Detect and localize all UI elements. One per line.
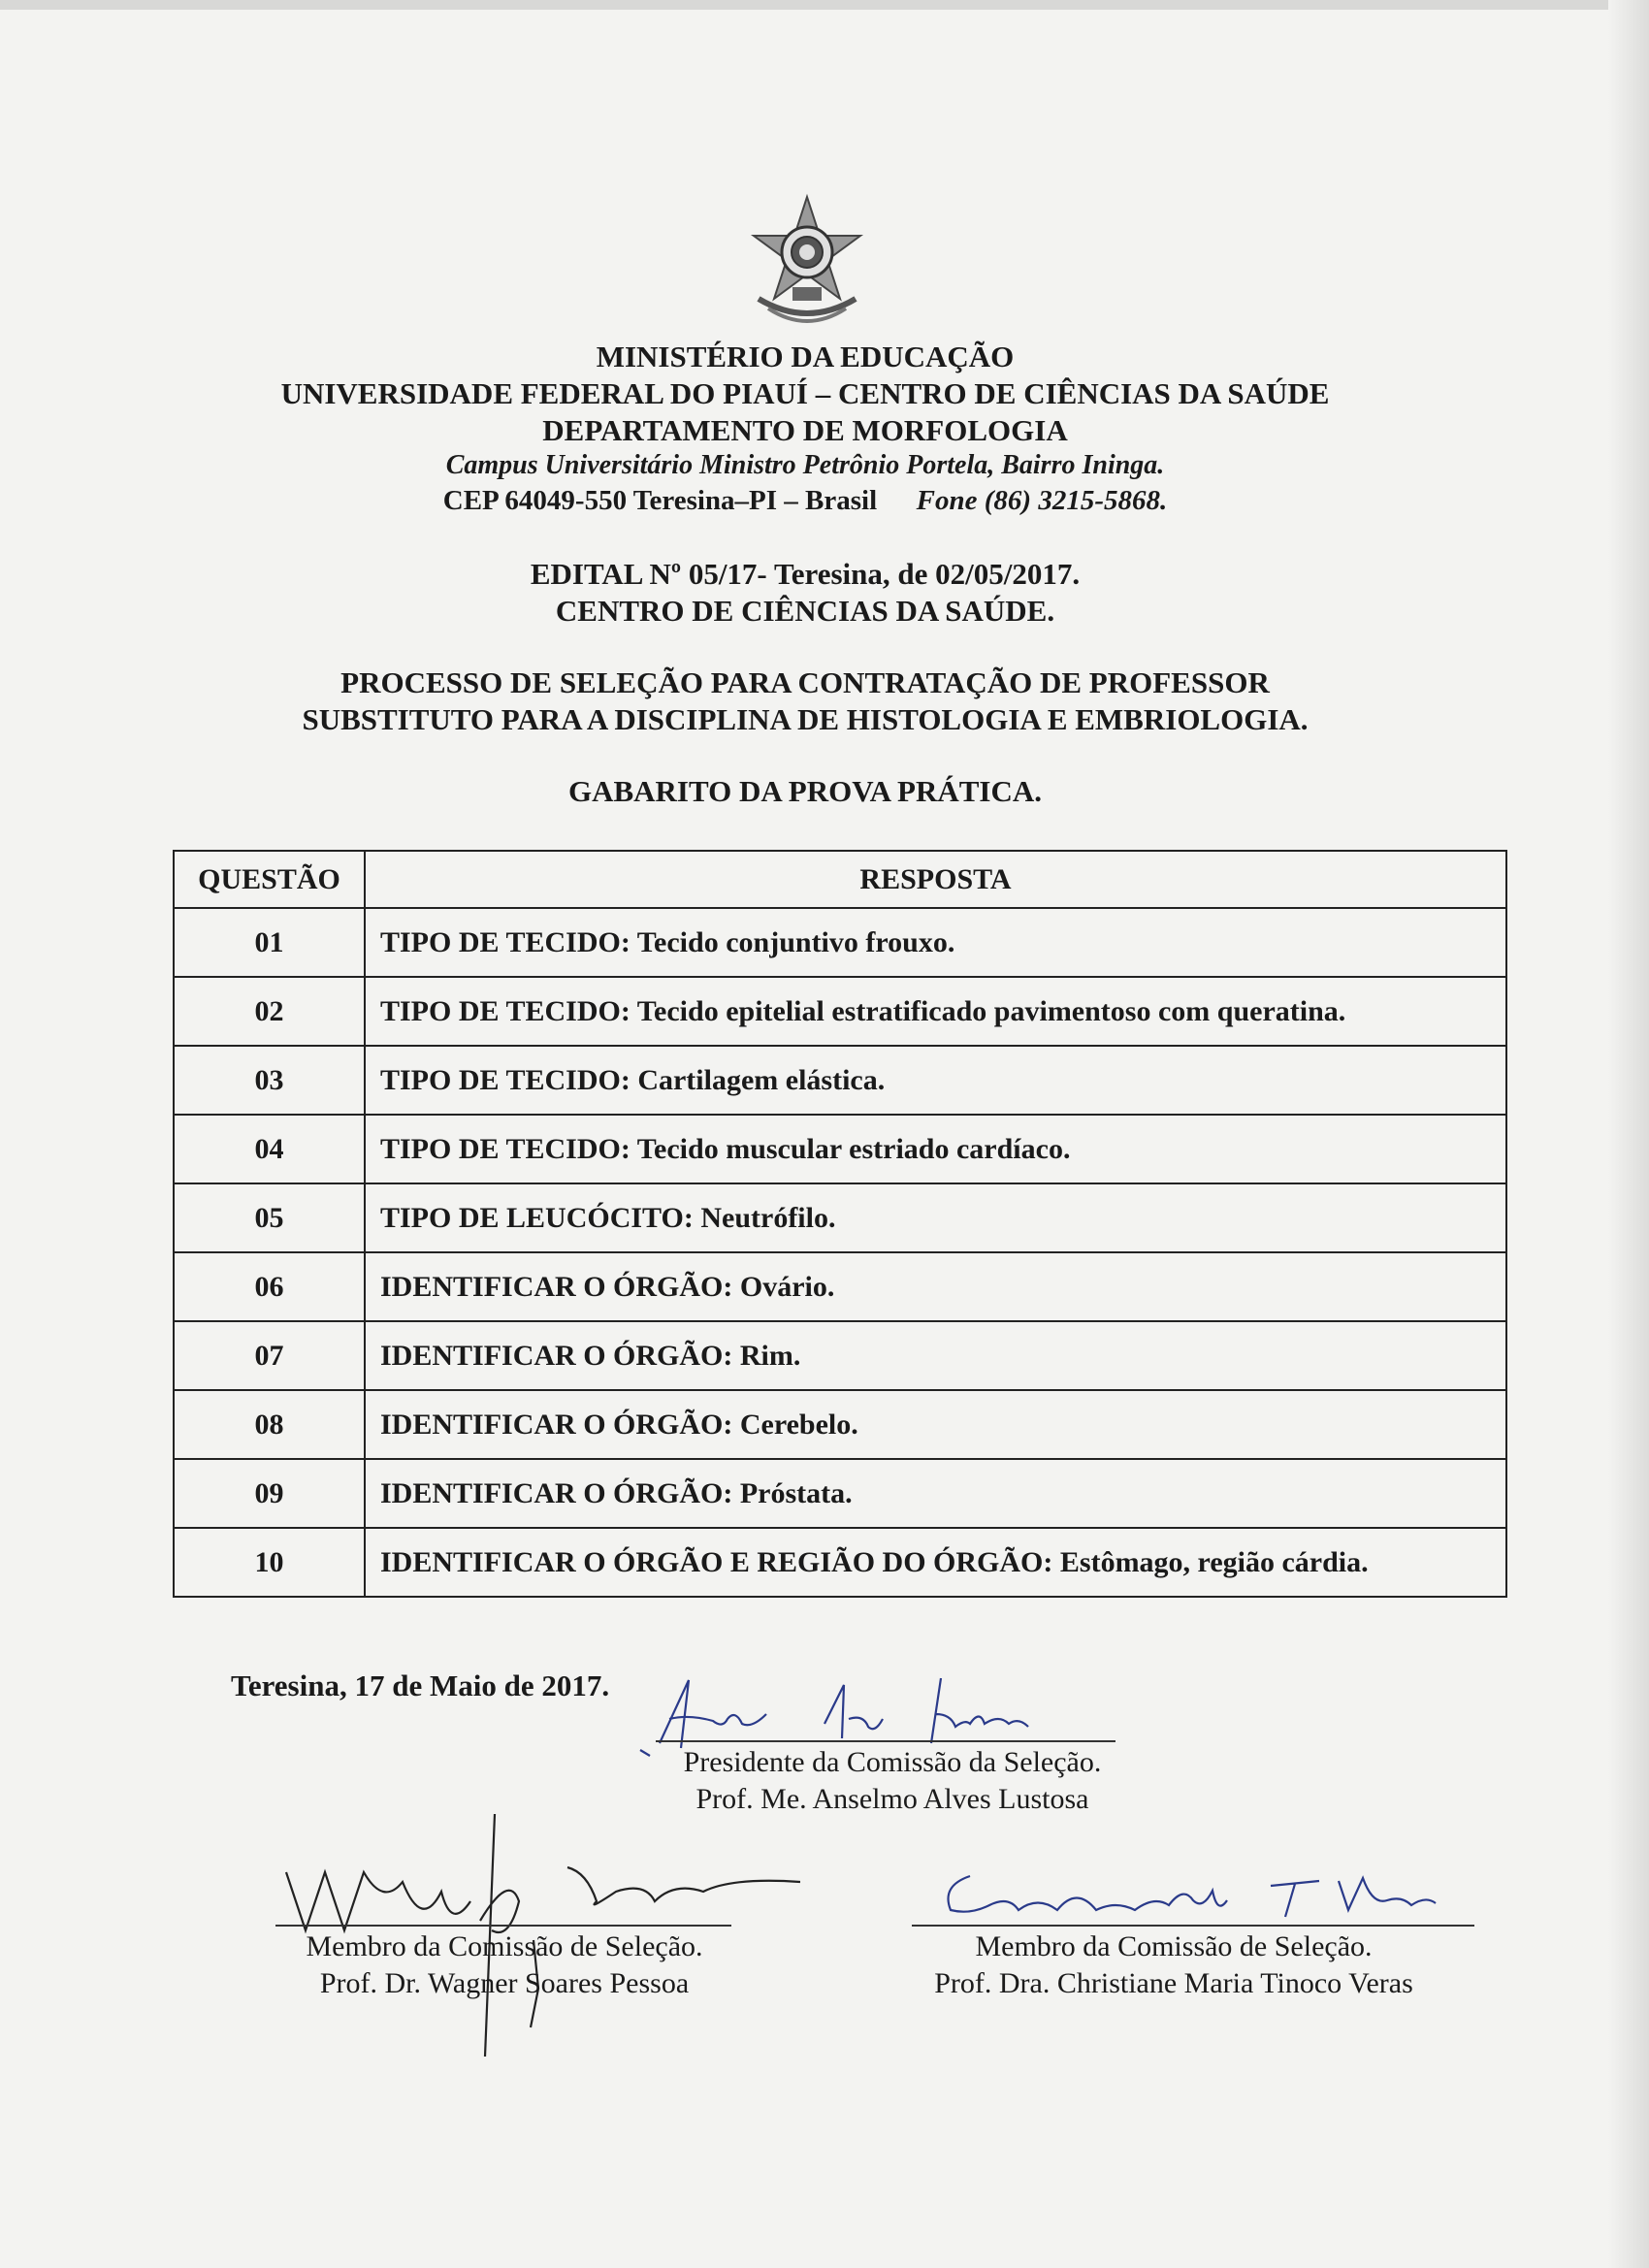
answer-value: Estômago, região cárdia. (1059, 1545, 1369, 1578)
answer-value: Tecido epitelial estratificado pavimentoso com queratina. (636, 994, 1346, 1027)
edital-center: CENTRO DE CIÊNCIAS DA SAÚDE. (555, 594, 1055, 628)
president-role: Presidente da Comissão da Seleção. (683, 1746, 1102, 1778)
president-signature (621, 1670, 1125, 1758)
answer-value: Neutrófilo. (700, 1201, 836, 1234)
ministry-line: MINISTÉRIO DA EDUCAÇÃO (596, 340, 1015, 373)
question-number: 08 (174, 1390, 365, 1459)
answer-label: TIPO DE TECIDO: (380, 1063, 630, 1096)
coat-of-arms-icon (734, 192, 880, 338)
answer-key-table (173, 850, 1507, 1598)
table-row (174, 1115, 1506, 1183)
question-number: 09 (174, 1459, 365, 1528)
answer-label: IDENTIFICAR O ÓRGÃO: (380, 1408, 733, 1441)
answer-cell (365, 1115, 1506, 1183)
answer-label: IDENTIFICAR O ÓRGÃO E REGIÃO DO ÓRGÃO: (380, 1545, 1053, 1578)
member2-name: Prof. Dra. Christiane Maria Tinoco Veras (934, 1967, 1413, 1999)
answer-label: TIPO DE TECIDO: (380, 925, 630, 958)
table-row (174, 1252, 1506, 1321)
column-header-question: QUESTÃO (174, 851, 365, 908)
member2-signature-line (912, 1925, 1474, 1927)
table-row (174, 977, 1506, 1046)
title-line-2: SUBSTITUTO PARA A DISCIPLINA DE HISTOLOGIA E EMBRIOLOGIA. (302, 702, 1309, 736)
table-row (174, 1459, 1506, 1528)
answer-cell (365, 1252, 1506, 1321)
answer-cell (365, 1321, 1506, 1390)
answer-value: Próstata. (739, 1476, 853, 1509)
scan-top-edge (0, 0, 1649, 10)
question-number: 06 (174, 1252, 365, 1321)
table-row (174, 908, 1506, 977)
answer-label: IDENTIFICAR O ÓRGÃO: (380, 1339, 733, 1372)
question-number: 07 (174, 1321, 365, 1390)
column-header-answer: RESPOSTA (365, 851, 1506, 908)
address-line (0, 485, 1610, 517)
table-row (174, 1390, 1506, 1459)
answer-value: Cartilagem elástica. (637, 1063, 886, 1096)
table-row (174, 1183, 1506, 1252)
table-row (174, 1046, 1506, 1115)
question-number: 01 (174, 908, 365, 977)
question-number: 10 (174, 1528, 365, 1597)
question-number: 04 (174, 1115, 365, 1183)
answer-label: TIPO DE TECIDO: (380, 1132, 630, 1165)
answer-label: IDENTIFICAR O ÓRGÃO: (380, 1270, 733, 1303)
answer-value: Rim. (739, 1339, 801, 1372)
answer-label: TIPO DE LEUCÓCITO: (380, 1201, 694, 1234)
member1-role: Membro da Comissão de Seleção. (306, 1930, 703, 1962)
answer-cell (365, 1046, 1506, 1115)
phone-text: Fone (86) 3215-5868. (916, 485, 1168, 516)
answer-cell (365, 1390, 1506, 1459)
table-row (174, 1321, 1506, 1390)
title-line-1: PROCESSO DE SELEÇÃO PARA CONTRATAÇÃO DE PROFESSOR (340, 665, 1270, 699)
question-number: 02 (174, 977, 365, 1046)
answer-cell (365, 1528, 1506, 1597)
date-line: Teresina, 17 de Maio de 2017. (231, 1669, 610, 1702)
scan-right-edge (1608, 0, 1649, 2268)
university-line: UNIVERSIDADE FEDERAL DO PIAUÍ – CENTRO DE CIÊNCIAS DA SAÚDE (280, 376, 1330, 410)
answer-value: Cerebelo. (739, 1408, 858, 1441)
answer-cell (365, 1183, 1506, 1252)
answer-label: TIPO DE TECIDO: (380, 994, 630, 1027)
question-number: 05 (174, 1183, 365, 1252)
edital-number: EDITAL Nº 05/17- Teresina, de 02/05/2017. (530, 557, 1081, 591)
question-number: 03 (174, 1046, 365, 1115)
president-name: Prof. Me. Anselmo Alves Lustosa (695, 1783, 1089, 1815)
answer-cell (365, 908, 1506, 977)
table-row (174, 1528, 1506, 1597)
answer-value: Ovário. (739, 1270, 835, 1303)
document-subtitle: GABARITO DA PROVA PRÁTICA. (567, 774, 1043, 808)
department-line: DEPARTAMENTO DE MORFOLOGIA (542, 413, 1068, 447)
cep-text: CEP 64049-550 Teresina–PI – Brasil (442, 485, 878, 516)
answer-rows (174, 908, 1506, 1597)
campus-line: Campus Universitário Ministro Petrônio Portela, Bairro Ininga. (445, 450, 1165, 480)
member1-signature-line (275, 1925, 731, 1927)
president-signature-line (656, 1740, 1116, 1742)
answer-label: IDENTIFICAR O ÓRGÃO: (380, 1476, 733, 1509)
member2-signature (931, 1857, 1455, 1925)
member2-role: Membro da Comissão de Seleção. (975, 1930, 1373, 1962)
answer-cell (365, 1459, 1506, 1528)
table-header-row (174, 851, 1506, 908)
answer-value: Tecido muscular estriado cardíaco. (636, 1132, 1071, 1165)
answer-cell (365, 977, 1506, 1046)
member1-name: Prof. Dr. Wagner Soares Pessoa (319, 1967, 690, 1999)
answer-value: Tecido conjuntivo frouxo. (636, 925, 955, 958)
